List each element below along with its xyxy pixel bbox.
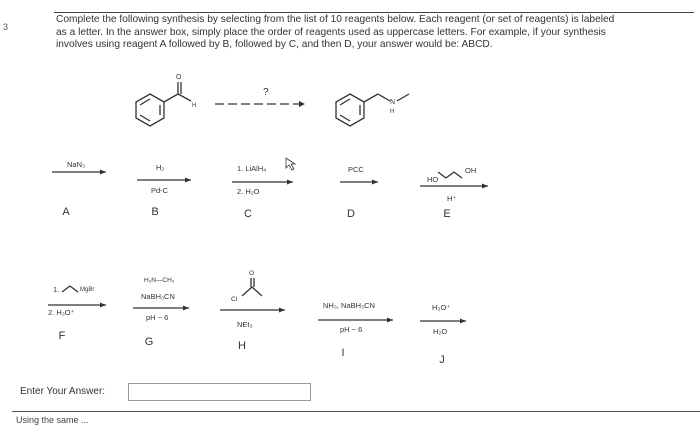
reagent-f-above-num: 1. [53, 285, 60, 294]
product-n-atom: N [390, 99, 396, 106]
reagent-h-above-cl: Cl [231, 296, 238, 303]
question-number: 3 [3, 22, 9, 32]
reagent-e-above-oh: OH [465, 166, 477, 175]
cursor-icon [286, 158, 295, 170]
instruction-line-2: as a letter. In the answer box, simply place the order of reagents used as uppercase letters. For example, if your synthesis [56, 26, 606, 38]
instruction-line-3: involves using reagent A followed by B, followed by C, and then D, your answer would be: ABCD. [56, 39, 493, 50]
reagent-letter-d: D [347, 208, 355, 220]
starting-aldehyde-structure [136, 82, 191, 126]
reagent-b-above: H₂ [156, 163, 165, 172]
instruction-line-1: Complete the following synthesis by selecting from the list of 10 reagents below. Each reagent (or set of reagents) is labeled [56, 14, 615, 25]
reagent-letter-a: A [62, 206, 70, 218]
product-amine-structure [336, 94, 409, 126]
reagent-g-above-nabh3cn: NaBH₃CN [141, 292, 175, 301]
product-h-atom: H [390, 109, 395, 115]
reagent-letter-e: E [443, 208, 451, 220]
reagent-letter-c: C [244, 208, 252, 220]
reagent-e-below: H⁺ [447, 194, 457, 203]
reagent-letter-b: B [151, 206, 159, 218]
reagent-f-below: 2. H₃O⁺ [48, 308, 75, 317]
reagent-letter-h: H [238, 340, 246, 352]
reagent-f-above-mgbr: MgBr [80, 287, 95, 293]
reagent-e-above-ho: HO [427, 175, 439, 184]
reagent-g-above-amine: H₂N—CH₃ [144, 277, 175, 284]
answer-label: Enter Your Answer: [20, 386, 106, 397]
start-aldehyde-h: H [192, 103, 197, 109]
reagent-g-below: pH ~ 6 [146, 313, 169, 322]
reagent-j-above: H₃O⁺ [432, 303, 451, 312]
reagent-j-below: H₂O [433, 327, 448, 336]
reagent-c-below: 2. H₂O [237, 187, 260, 196]
start-carbonyl-o: O [176, 74, 182, 81]
answer-input[interactable] [128, 383, 311, 401]
reagent-letter-i: I [341, 347, 345, 359]
reagent-d-above: PCC [348, 165, 364, 174]
reagent-c-above: 1. LiAlH₄ [237, 164, 267, 173]
reagent-letter-j: J [439, 354, 445, 366]
reagent-i-above: NH₃, NaBH₃CN [323, 301, 375, 310]
reagent-b-below: Pd-C [151, 186, 169, 195]
reagent-h-above-o: O [249, 270, 255, 277]
reagent-letter-g: G [144, 336, 154, 348]
reagent-i-below: pH ~ 6 [340, 325, 363, 334]
reagent-letter-f: F [58, 330, 66, 342]
footer-partial-text: Using the same ... [16, 415, 89, 425]
unknown-question-mark: ? [263, 87, 269, 98]
reagent-a-above: NaN₃ [67, 160, 86, 169]
bottom-divider [12, 411, 700, 412]
reagent-h-below: NEt₃ [237, 320, 253, 329]
